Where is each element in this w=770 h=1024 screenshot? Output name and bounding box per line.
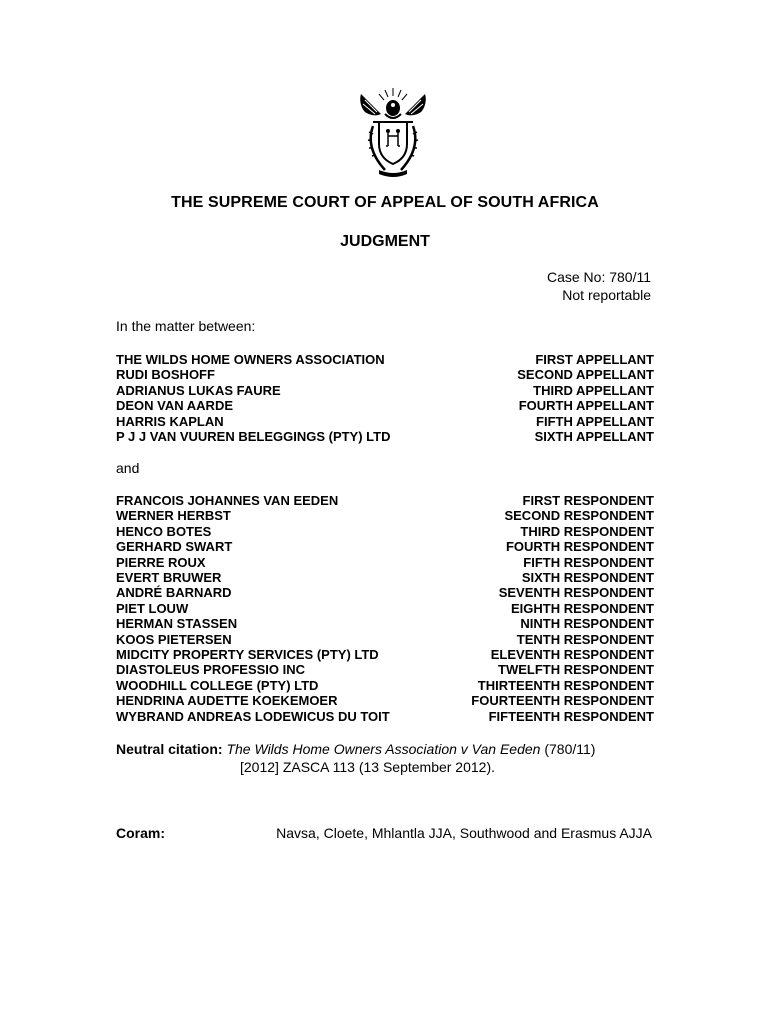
party-row <box>116 555 654 570</box>
party-role: FOURTEENTH RESPONDENT <box>471 693 654 709</box>
party-role: TWELFTH RESPONDENT <box>498 662 654 678</box>
party-role: THIRD APPELLANT <box>533 382 654 398</box>
party-row <box>116 709 654 724</box>
party-role: THIRD RESPONDENT <box>520 523 654 539</box>
coram-label: Coram: <box>116 825 166 841</box>
party-row <box>116 508 654 523</box>
party-name: DIASTOLEUS PROFESSIO INC <box>116 662 306 678</box>
party-row <box>116 693 654 708</box>
party-role: ELEVENTH RESPONDENT <box>490 647 654 663</box>
party-row <box>116 352 654 367</box>
party-row <box>116 570 654 585</box>
party-row <box>116 616 654 631</box>
respondents-list <box>116 493 654 724</box>
party-name: HARRIS KAPLAN <box>116 413 224 429</box>
party-row <box>116 647 654 662</box>
citation-line-2: [2012] ZASCA 113 (13 September 2012). <box>240 759 496 775</box>
party-role: NINTH RESPONDENT <box>520 616 654 632</box>
party-name: HERMAN STASSEN <box>116 616 238 632</box>
party-name: P J J VAN VUUREN BELEGGINGS (PTY) LTD <box>116 429 391 445</box>
party-name: HENDRINA AUDETTE KOEKEMOER <box>116 693 338 709</box>
party-role: SEVENTH RESPONDENT <box>498 585 654 601</box>
citation-case-number: (780/11) <box>544 741 596 757</box>
neutral-citation <box>116 740 661 776</box>
party-name: PIET LOUW <box>116 600 189 616</box>
citation-line-1 <box>116 740 661 758</box>
party-name: WYBRAND ANDREAS LODEWICUS DU TOIT <box>116 708 390 724</box>
citation-case-name: The Wilds Home Owners Association v Van Eeden <box>226 741 541 757</box>
party-role: FOURTH APPELLANT <box>518 398 654 414</box>
party-role: SECOND APPELLANT <box>517 367 654 383</box>
and-separator: and <box>116 460 140 476</box>
party-role: THIRTEENTH RESPONDENT <box>477 677 654 693</box>
party-name: KOOS PIETERSEN <box>116 631 232 647</box>
party-role: FIRST RESPONDENT <box>522 493 654 508</box>
party-name: ANDRÉ BARNARD <box>116 585 232 601</box>
case-number: Case No: 780/11 <box>546 269 651 285</box>
party-name: ADRIANUS LUKAS FAURE <box>116 382 281 398</box>
reportable-status: Not reportable <box>562 287 651 303</box>
party-row <box>116 414 654 429</box>
party-row <box>116 678 654 693</box>
case-info <box>547 268 651 304</box>
party-name: DEON VAN AARDE <box>116 398 234 414</box>
court-title: THE SUPREME COURT OF APPEAL OF SOUTH AFRICA <box>171 194 599 211</box>
party-row <box>116 524 654 539</box>
party-name: FRANCOIS JOHANNES VAN EEDEN <box>116 493 339 508</box>
party-role: SECOND RESPONDENT <box>504 508 654 524</box>
matter-intro: In the matter between: <box>116 318 256 334</box>
document-type-heading: JUDGMENT <box>340 233 430 250</box>
party-row <box>116 383 654 398</box>
party-name: WOODHILL COLLEGE (PTY) LTD <box>116 677 319 693</box>
party-role: SIXTH APPELLANT <box>534 429 654 445</box>
south-africa-coat-of-arms-icon <box>355 86 431 178</box>
party-name: RUDI BOSHOFF <box>116 367 215 383</box>
party-role: EIGHTH RESPONDENT <box>510 600 654 616</box>
coram <box>116 825 652 841</box>
party-row <box>116 662 654 677</box>
party-name: EVERT BRUWER <box>116 570 222 586</box>
party-row <box>116 429 654 444</box>
party-row <box>116 585 654 600</box>
party-row <box>116 632 654 647</box>
party-role: FIFTH RESPONDENT <box>523 554 654 570</box>
party-role: FOURTH RESPONDENT <box>505 539 654 555</box>
party-name: MIDCITY PROPERTY SERVICES (PTY) LTD <box>116 647 379 663</box>
party-name: WERNER HERBST <box>116 508 231 524</box>
party-role: FIRST APPELLANT <box>535 352 654 367</box>
party-row <box>116 601 654 616</box>
party-role: TENTH RESPONDENT <box>516 631 654 647</box>
party-row <box>116 493 654 508</box>
coram-judges: Navsa, Cloete, Mhlantla JJA, Southwood and Erasmus AJJA <box>276 825 652 841</box>
party-role: FIFTH APPELLANT <box>536 413 654 429</box>
party-name: PIERRE ROUX <box>116 554 206 570</box>
party-row <box>116 398 654 413</box>
appellants-list <box>116 352 654 444</box>
party-name: GERHARD SWART <box>116 539 233 555</box>
party-role: FIFTEENTH RESPONDENT <box>488 708 654 724</box>
party-row <box>116 539 654 554</box>
party-name: HENCO BOTES <box>116 523 212 539</box>
party-role: SIXTH RESPONDENT <box>521 570 654 586</box>
citation-label: Neutral citation: <box>116 741 223 757</box>
party-name: THE WILDS HOME OWNERS ASSOCIATION <box>116 352 385 367</box>
party-row <box>116 367 654 382</box>
